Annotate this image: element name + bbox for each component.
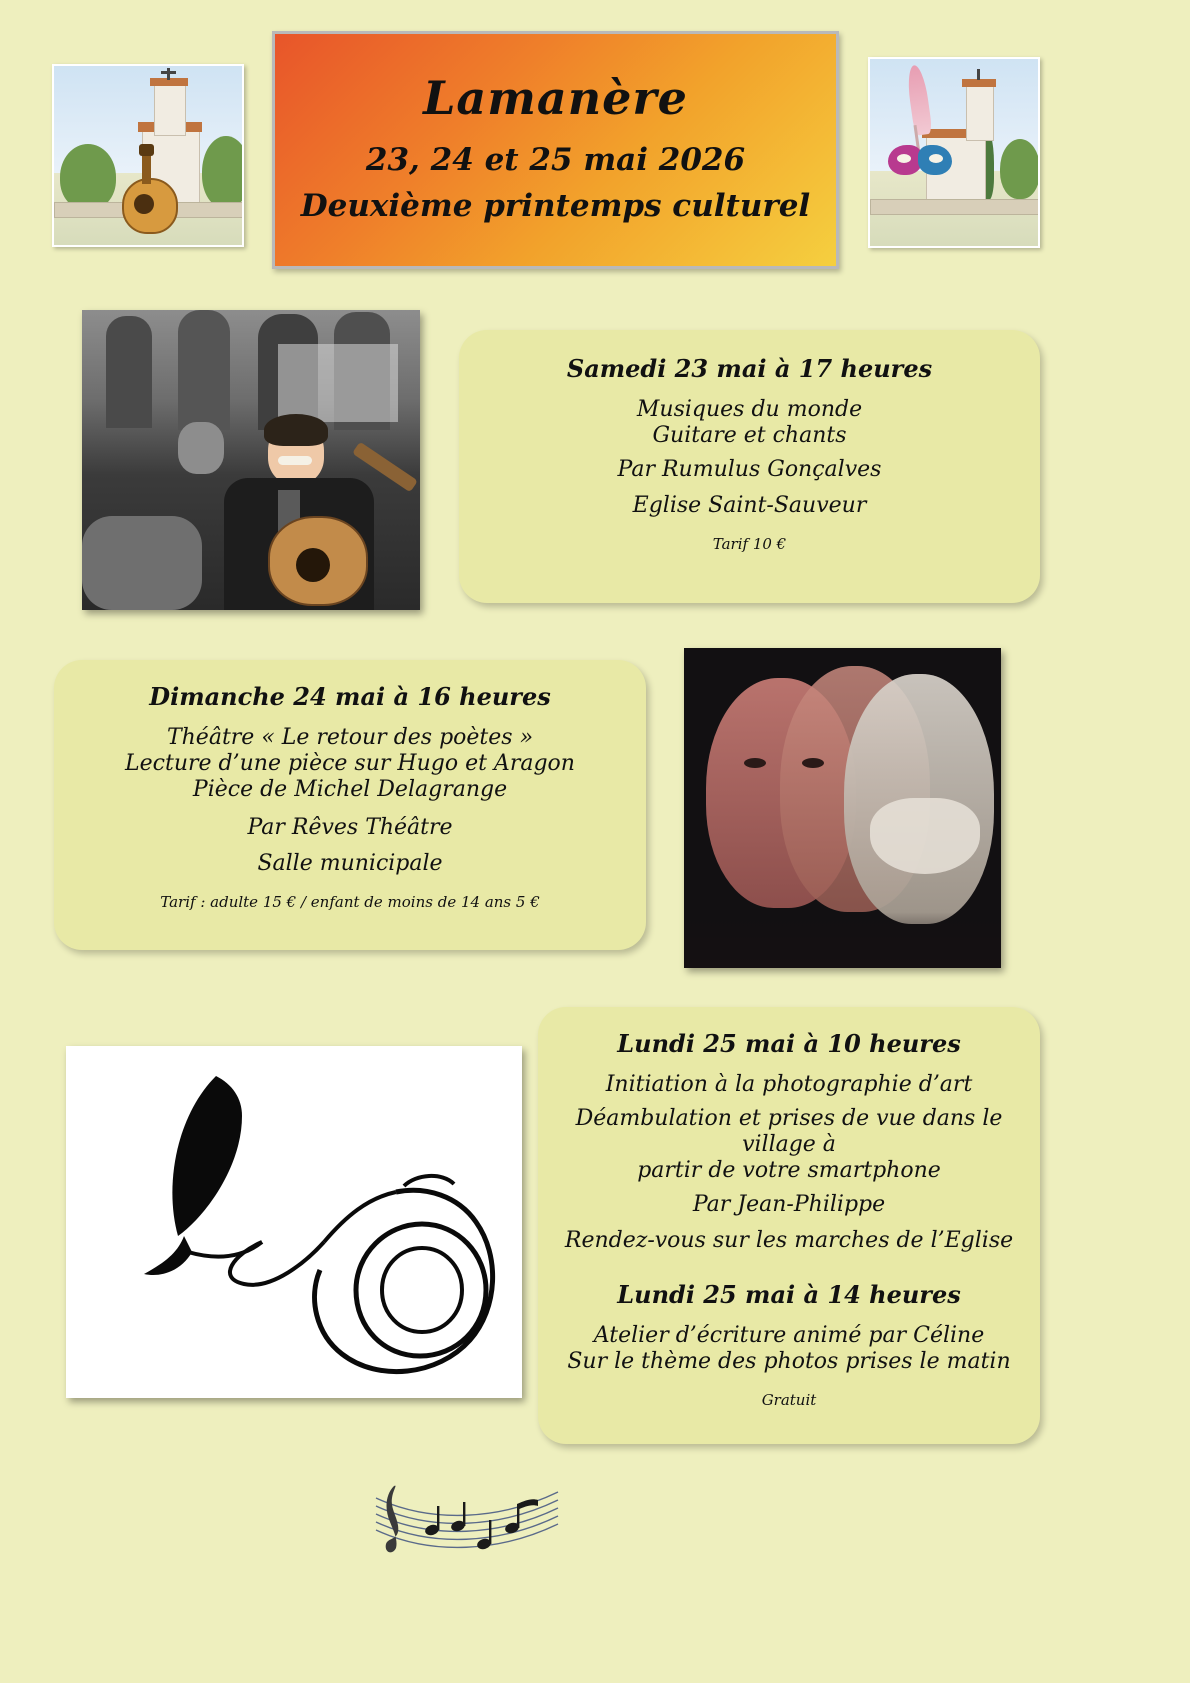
poster-title: Lamanère bbox=[423, 71, 688, 125]
feather-camera-svg bbox=[66, 1046, 522, 1398]
church-mask-feather-illustration bbox=[868, 57, 1040, 248]
event-line: Par Rêves Théâtre bbox=[247, 814, 453, 840]
eye-left bbox=[744, 758, 766, 768]
event-line: Rendez-vous sur les marches de l’Eglise bbox=[564, 1227, 1014, 1253]
bell-tower bbox=[154, 84, 186, 136]
tree-icon bbox=[202, 136, 244, 208]
eye-right bbox=[802, 758, 824, 768]
event-line: Pièce de Michel Delagrange bbox=[192, 776, 508, 802]
guitar-icon bbox=[116, 152, 178, 234]
event-price: Tarif : adulte 15 € / enfant de moins de 14 ans 5 € bbox=[160, 892, 540, 911]
guitarist-photo bbox=[82, 310, 420, 610]
event-line: Initiation à la photographie d’art bbox=[605, 1072, 973, 1097]
bell-tower-roof bbox=[962, 79, 996, 87]
event-heading: Dimanche 24 mai à 16 heures bbox=[149, 682, 551, 711]
event-line: Par Jean-Philippe bbox=[692, 1191, 886, 1217]
event-line: Musiques du monde bbox=[636, 397, 863, 422]
event-line: Déambulation et prises de vue dans le village à bbox=[575, 1105, 1003, 1157]
cross-icon bbox=[977, 69, 980, 80]
church-guitar-illustration bbox=[52, 64, 244, 247]
poster-dates: 23, 24 et 25 mai 2026 bbox=[365, 142, 746, 178]
bell-tower bbox=[966, 85, 994, 141]
music-notes-decoration bbox=[372, 1470, 562, 1565]
cross-icon bbox=[167, 68, 170, 80]
event-heading: Lundi 25 mai à 14 heures bbox=[617, 1279, 961, 1309]
event-line: Salle municipale bbox=[257, 850, 443, 876]
event-line: Lecture d’une pièce sur Hugo et Aragon bbox=[125, 750, 575, 776]
event-line: Atelier d’écriture animé par Céline bbox=[593, 1322, 985, 1348]
cross-icon bbox=[161, 71, 176, 74]
event-card-lundi bbox=[538, 1007, 1040, 1444]
stone-wall bbox=[870, 199, 1040, 215]
event-card-samedi bbox=[459, 330, 1040, 603]
carnival-mask-icon bbox=[888, 141, 960, 181]
poster-banner bbox=[272, 31, 839, 269]
tree-icon bbox=[1000, 139, 1040, 199]
portrait-shadow bbox=[684, 912, 1001, 968]
event-price: Gratuit bbox=[761, 1390, 817, 1409]
event-price: Tarif 10 € bbox=[712, 534, 787, 553]
poster-subtitle: Deuxième printemps culturel bbox=[300, 188, 811, 224]
event-card-dimanche bbox=[54, 660, 646, 950]
event-line: Sur le thème des photos prises le matin bbox=[567, 1348, 1011, 1374]
music-staff-icon bbox=[372, 1470, 562, 1565]
hugo-beard bbox=[870, 798, 980, 874]
tree-icon bbox=[60, 144, 116, 210]
hugo-aragon-portraits-photo bbox=[684, 648, 1001, 968]
event-line: Par Rumulus Gonçalves bbox=[617, 456, 882, 482]
event-heading: Lundi 25 mai à 10 heures bbox=[617, 1029, 961, 1058]
event-line: partir de votre smartphone bbox=[637, 1157, 941, 1183]
feather-camera-drawing bbox=[66, 1046, 522, 1398]
event-line: Eglise Saint-Sauveur bbox=[632, 492, 867, 518]
event-heading: Samedi 23 mai à 17 heures bbox=[566, 354, 933, 383]
event-line: Guitare et chants bbox=[652, 422, 847, 448]
event-line: Théâtre « Le retour des poètes » bbox=[166, 725, 534, 750]
